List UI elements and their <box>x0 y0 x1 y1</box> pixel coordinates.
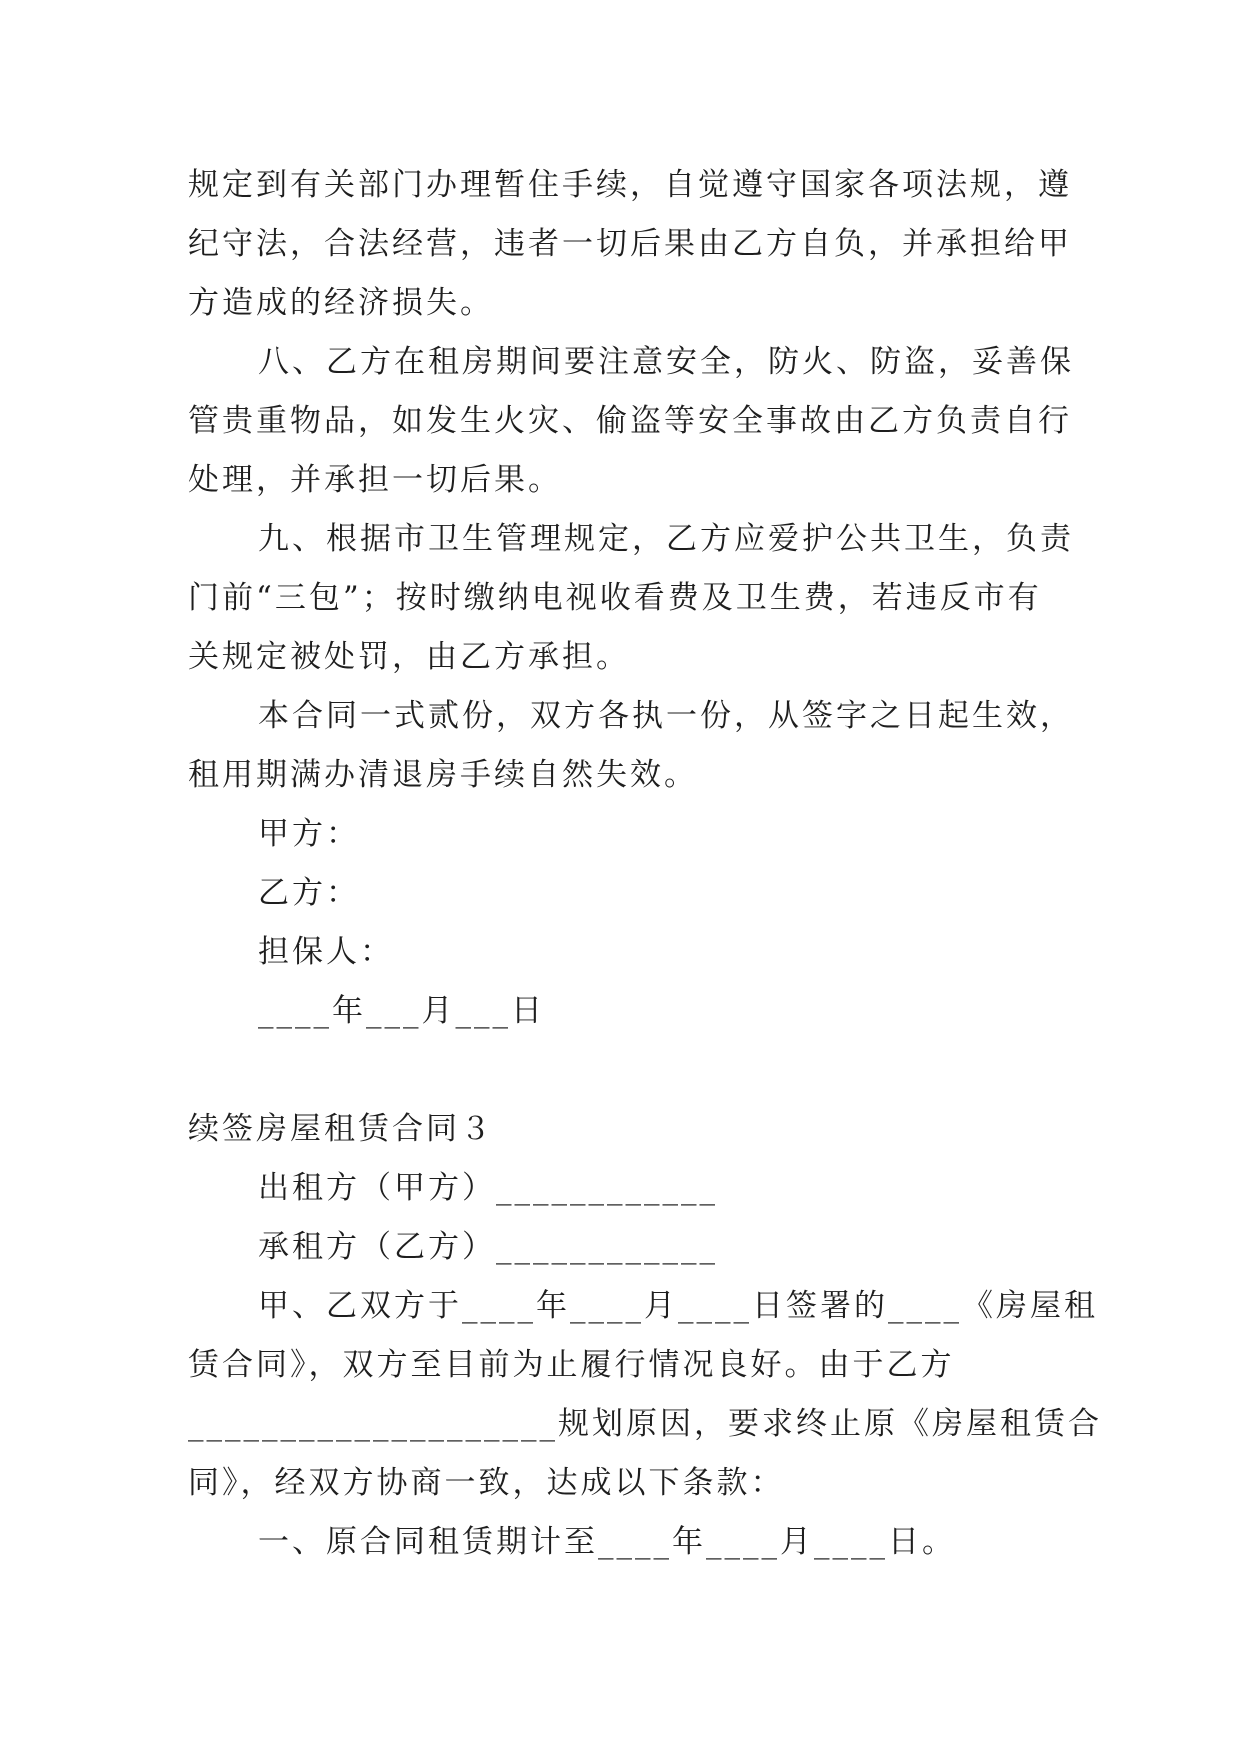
clause-8-line: 处理，并承担一切后果。 <box>188 462 562 498</box>
signature-date: ____年___月___日 <box>258 993 545 1029</box>
closing-clause-line: 租用期满办清退房手续自然失效。 <box>188 757 698 793</box>
contract-title: 续签房屋租赁合同３ <box>188 1111 494 1147</box>
party-b-signature: 乙方： <box>258 875 360 911</box>
preamble-line: 同》，经双方协商一致，达成以下条款： <box>188 1465 785 1501</box>
guarantor-signature: 担保人： <box>258 934 394 970</box>
section-gap <box>188 1041 1056 1100</box>
preamble-line: ____________________规划原因，要求终止原《房屋租赁合 <box>188 1406 1102 1442</box>
preamble-line: 赁合同》，双方至目前为止履行情况良好。由于乙方 <box>188 1347 955 1383</box>
clause-1-line: 一、原合同租赁期计至____年____月____日。 <box>258 1524 956 1560</box>
clause-9-line: 门前“三包”；按时缴纳电视收看费及卫生费，若违反市有 <box>188 580 1042 616</box>
document-page <box>188 156 1102 1572</box>
lessor-line: 出租方（甲方）____________ <box>258 1170 718 1206</box>
clause-9-line: 九、根据市卫生管理规定，乙方应爱护公共卫生，负责 <box>258 521 1074 557</box>
preamble-line: 甲、乙双方于____年____月____日签署的____《房屋租 <box>258 1288 1098 1324</box>
paragraph-line: 方造成的经济损失。 <box>188 285 494 321</box>
clause-8-line: 八、乙方在租房期间要注意安全，防火、防盗，妥善保 <box>258 344 1074 380</box>
closing-clause-line: 本合同一式贰份，双方各执一份，从签字之日起生效， <box>258 698 1074 734</box>
paragraph-line: 纪守法，合法经营，违者一切后果由乙方自负，并承担给甲 <box>188 226 1072 262</box>
clause-8-line: 管贵重物品，如发生火灾、偷盗等安全事故由乙方负责自行 <box>188 403 1072 439</box>
party-a-signature: 甲方： <box>258 816 360 852</box>
lessee-line: 承租方（乙方）____________ <box>258 1229 718 1265</box>
paragraph-line: 规定到有关部门办理暂住手续，自觉遵守国家各项法规，遵 <box>188 167 1072 203</box>
clause-9-line: 关规定被处罚，由乙方承担。 <box>188 639 630 675</box>
